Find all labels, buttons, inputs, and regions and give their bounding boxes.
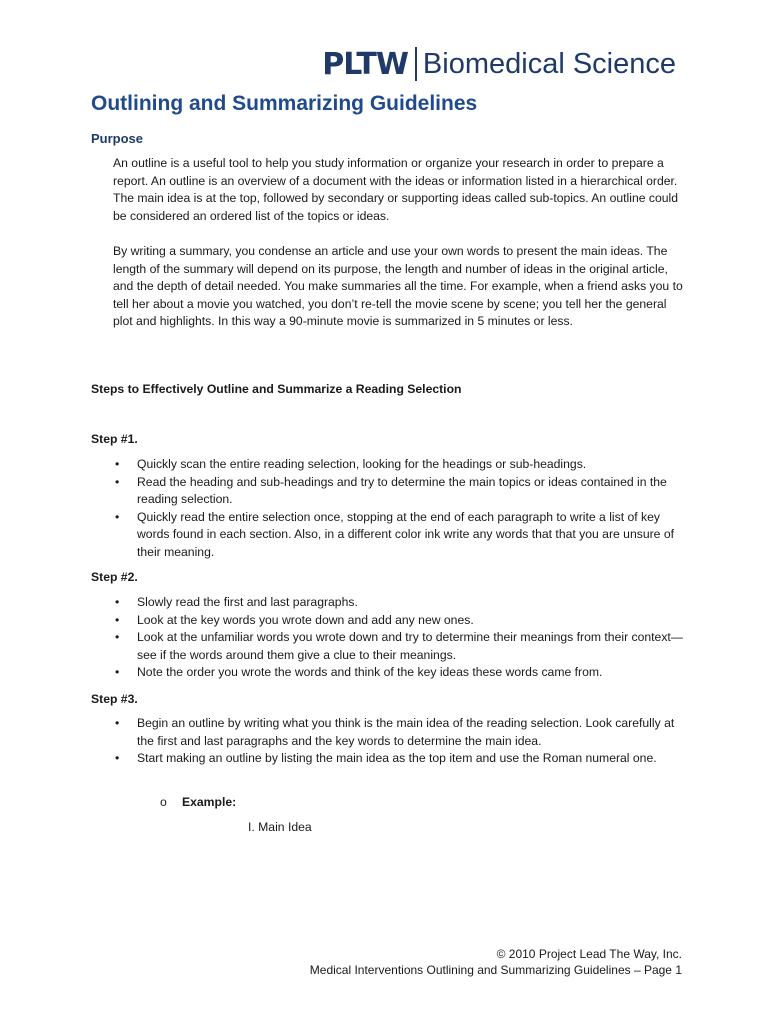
bullet-icon: • bbox=[115, 509, 120, 524]
step-2-label: Step #2. bbox=[91, 570, 138, 584]
bullet-icon: • bbox=[115, 595, 120, 609]
list-item: • Start making an outline by listing the main idea as the top item and use the Roman numeral one. bbox=[113, 750, 683, 768]
list-item: • Quickly read the entire selection once, stopping at the end of each paragraph to write a list of key words found in each section. Also, in a different color ink write any words that that you are unsure of their meaning. bbox=[115, 509, 674, 559]
step-1-list bbox=[113, 456, 683, 561]
circle-bullet-icon: o bbox=[160, 795, 167, 809]
list-item: • Quickly scan the entire reading selection, looking for the headings or sub-headings. bbox=[113, 456, 683, 474]
example-main-idea: I. Main Idea bbox=[248, 820, 312, 834]
purpose-paragraph-outline: An outline is a useful tool to help you study information or organize your research in order to prepare a report. An outline is an overview of a document with the ideas or information listed in a hierarchical order. The main idea is at the top, followed by secondary or supporting ideas called sub-topics. An outline could be considered an ordered list of the topics or ideas. bbox=[113, 156, 679, 223]
logo-mark: PLTW bbox=[322, 46, 408, 82]
list-item: • Slowly read the first and last paragraphs. bbox=[113, 594, 683, 612]
logo-divider bbox=[415, 47, 417, 81]
pltw-logo bbox=[322, 44, 676, 84]
bullet-icon: • bbox=[115, 716, 120, 730]
page-title: Outlining and Summarizing Guidelines bbox=[91, 92, 478, 115]
purpose-heading: Purpose bbox=[91, 131, 144, 146]
step-2-list bbox=[113, 594, 683, 682]
list-item: • Begin an outline by writing what you think is the main idea of the reading selection. Look carefully at the first and last paragraphs and the key words to determine the main idea. bbox=[115, 716, 675, 748]
step-1-label: Step #1. bbox=[91, 432, 138, 446]
list-item: • Read the heading and sub-headings and try to determine the main topics or ideas contained in the reading selection. bbox=[115, 474, 667, 506]
page-footer bbox=[310, 946, 682, 978]
list-item: • Note the order you wrote the words and think of the key ideas these words came from. bbox=[113, 664, 683, 682]
list-item: • Look at the unfamiliar words you wrote down and try to determine their meanings from their context—see if the words around them give a clue to their meanings. bbox=[115, 630, 683, 662]
bullet-icon: • bbox=[115, 665, 120, 679]
footer-page-line: Medical Interventions Outlining and Summarizing Guidelines – Page 1 bbox=[309, 963, 682, 977]
bullet-icon: • bbox=[115, 612, 120, 627]
bullet-icon: • bbox=[115, 474, 120, 489]
logo-text: Biomedical Science bbox=[422, 47, 676, 80]
example-label: Example: bbox=[182, 795, 237, 809]
purpose-paragraph-summary: By writing a summary, you condense an article and use your own words to present the main ideas. The length of the summary will depend on its purpose, the length and number of ideas in the original article, and the depth of detail needed. You make summaries all the time. For example, when a friend asks you to tell her about a movie you watched, you don’t re-tell the movie scene by scene; you tell her the general plot and highlights. In this way a 90-minute movie is summarized in 5 minutes or less. bbox=[113, 244, 683, 328]
bullet-icon: • bbox=[115, 630, 120, 644]
bullet-icon: • bbox=[115, 751, 120, 765]
steps-heading: Steps to Effectively Outline and Summarize a Reading Selection bbox=[91, 382, 462, 396]
bullet-icon: • bbox=[115, 457, 120, 471]
example-sub-item bbox=[160, 795, 236, 809]
step-3-label: Step #3. bbox=[91, 692, 138, 706]
step-3-list bbox=[113, 715, 683, 768]
footer-copyright: © 2010 Project Lead The Way, Inc. bbox=[496, 947, 682, 961]
list-item: • Look at the key words you wrote down and add any new ones. bbox=[113, 612, 683, 630]
